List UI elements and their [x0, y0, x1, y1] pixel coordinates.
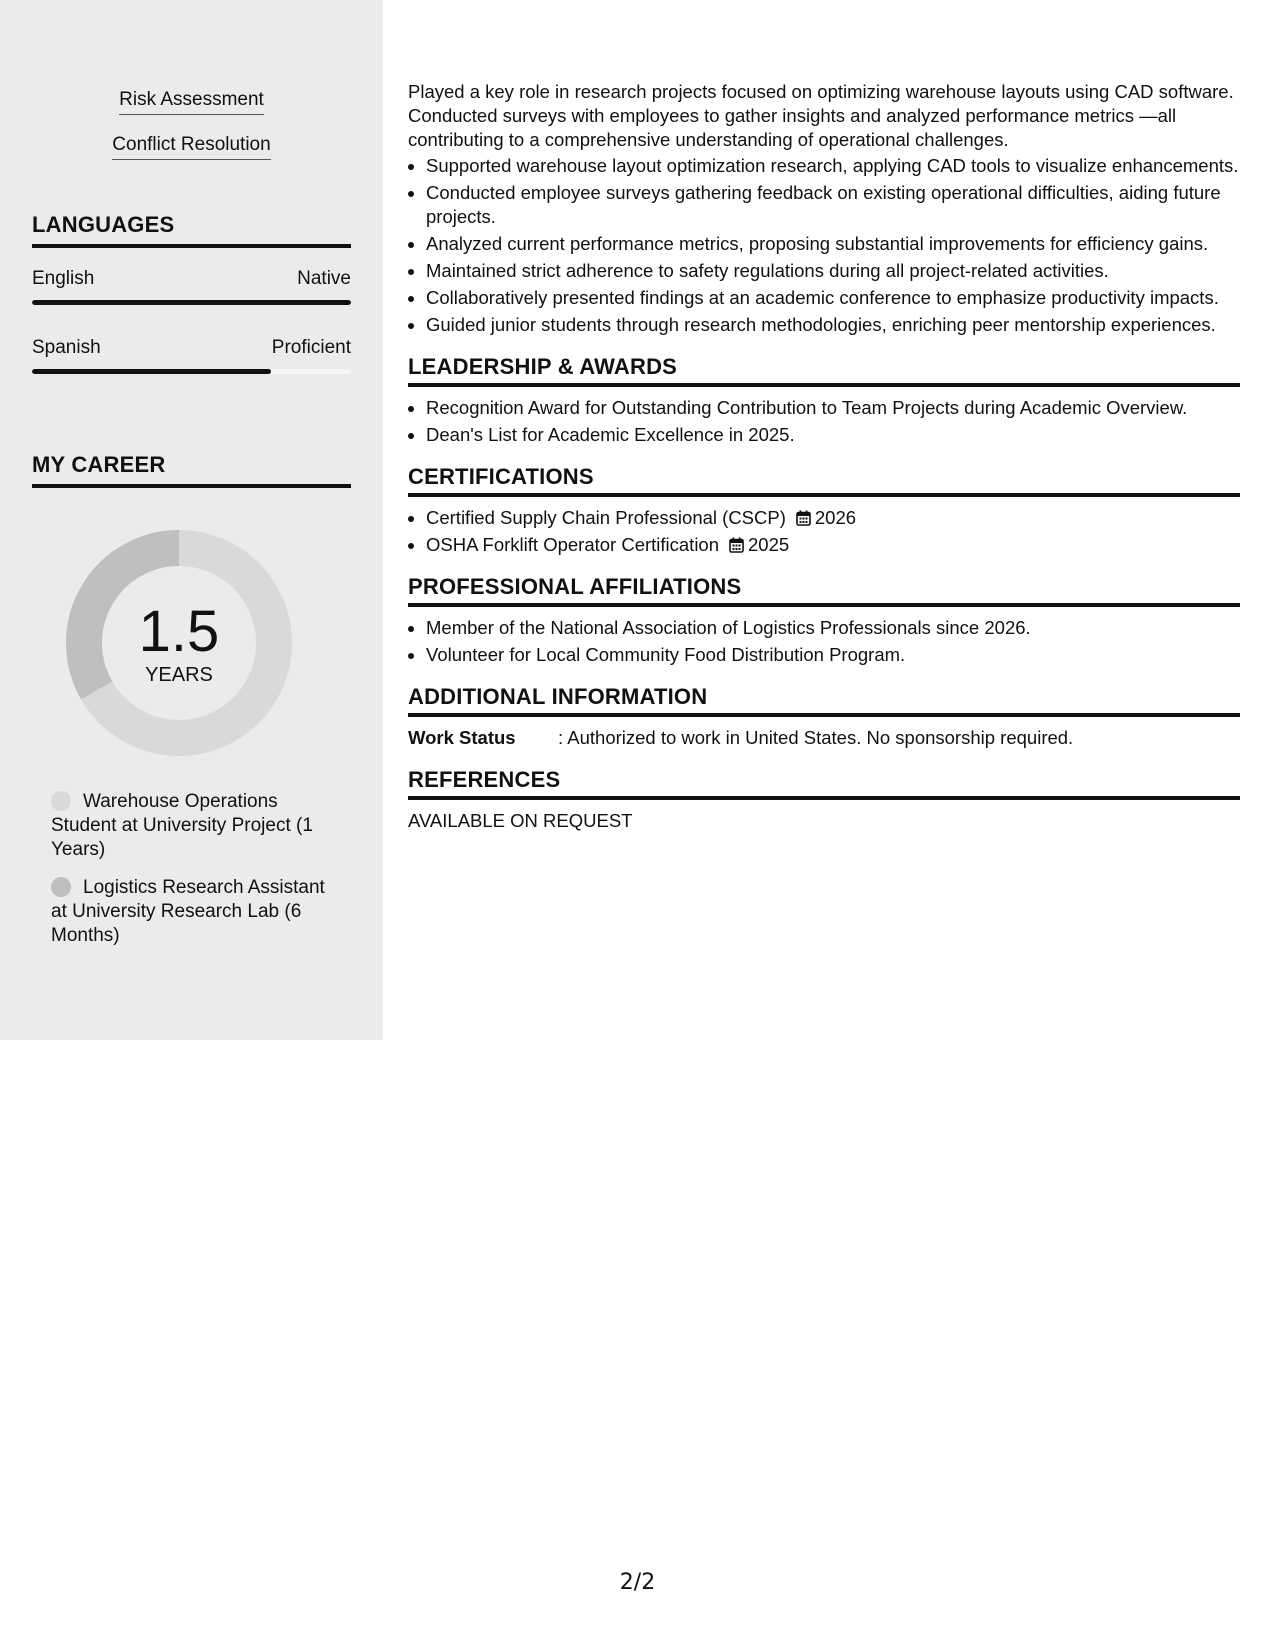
language-row — [32, 337, 351, 359]
language-bar — [32, 300, 351, 305]
list-item: • Collaboratively presented findings at an academic conference to emphasize productivity impacts. — [426, 286, 1240, 310]
career-total-number: 1.5 — [138, 599, 220, 664]
career-legend-dot — [51, 791, 71, 811]
main-content — [408, 80, 1240, 833]
skill-tag: Conflict Resolution — [0, 134, 383, 160]
page-number: 2/2 — [619, 1570, 656, 1595]
list-item: • Analyzed current performance metrics, proposing substantial improvements for efficiency gains. — [426, 232, 1240, 256]
language-name: Spanish — [32, 337, 101, 358]
references-heading: REFERENCES — [408, 767, 1240, 800]
certifications-heading: CERTIFICATIONS — [408, 464, 1240, 497]
language-level: Native — [297, 268, 351, 289]
calendar-icon — [796, 510, 811, 526]
experience-bullets — [408, 154, 1240, 337]
list-item: • Dean's List for Academic Excellence in 2025. — [426, 423, 1240, 447]
certification-year: 2025 — [748, 534, 790, 555]
career-item-text: Logistics Research Assistant at University Research Lab (6 Months) — [51, 877, 325, 946]
career-heading: MY CAREER — [32, 452, 351, 488]
work-status-row — [408, 726, 1240, 750]
certification-name: Certified Supply Chain Professional (CSCP) — [426, 507, 786, 528]
skill-tag: Risk Assessment — [0, 89, 383, 115]
career-item — [51, 876, 336, 948]
list-item — [426, 506, 1240, 530]
work-status-label: Work Status — [408, 727, 516, 748]
language-row — [32, 268, 351, 290]
references-text: AVAILABLE ON REQUEST — [408, 810, 633, 831]
language-bar-fill — [32, 300, 351, 305]
experience-summary: Played a key role in research projects focused on optimizing warehouse layouts using CAD software. Conducted surveys with employees to gather insights and analyzed performance metrics —all contributing to a comprehensive understanding of operational challenges. — [408, 81, 1234, 150]
affiliations-list — [408, 616, 1240, 667]
affiliations-heading: PROFESSIONAL AFFILIATIONS — [408, 574, 1240, 607]
awards-list — [408, 396, 1240, 447]
career-item — [51, 790, 336, 862]
career-total-unit: YEARS — [145, 664, 213, 686]
career-legend-dot — [51, 877, 71, 897]
additional-info-heading: ADDITIONAL INFORMATION — [408, 684, 1240, 717]
list-item: • Member of the National Association of Logistics Professionals since 2026. — [426, 616, 1240, 640]
list-item: • Volunteer for Local Community Food Distribution Program. — [426, 643, 1240, 667]
list-item: • Recognition Award for Outstanding Contribution to Team Projects during Academic Overview. — [426, 396, 1240, 420]
calendar-icon — [729, 537, 744, 553]
languages-heading: LANGUAGES — [32, 212, 351, 248]
career-item-text: Warehouse Operations Student at University Project (1 Years) — [51, 791, 313, 860]
language-bar-fill — [32, 369, 271, 374]
list-item: • Guided junior students through research methodologies, enriching peer mentorship experiences. — [426, 313, 1240, 337]
certification-name: OSHA Forklift Operator Certification — [426, 534, 720, 555]
list-item: • Conducted employee surveys gathering feedback on existing operational difficulties, aiding future projects. — [426, 181, 1240, 229]
language-bar — [32, 369, 351, 374]
list-item: • Maintained strict adherence to safety regulations during all project-related activities. — [426, 259, 1240, 283]
language-level: Proficient — [271, 337, 351, 358]
sidebar — [0, 0, 383, 1040]
awards-heading: LEADERSHIP & AWARDS — [408, 354, 1240, 387]
work-status-value: : Authorized to work in United States. No sponsorship required. — [558, 727, 1074, 748]
career-total — [66, 530, 292, 756]
certification-year: 2026 — [814, 507, 857, 528]
certifications-list — [408, 506, 1240, 557]
list-item — [426, 533, 1240, 557]
list-item: • Supported warehouse layout optimization research, applying CAD tools to visualize enhancements. — [426, 154, 1240, 178]
language-name: English — [32, 268, 95, 289]
